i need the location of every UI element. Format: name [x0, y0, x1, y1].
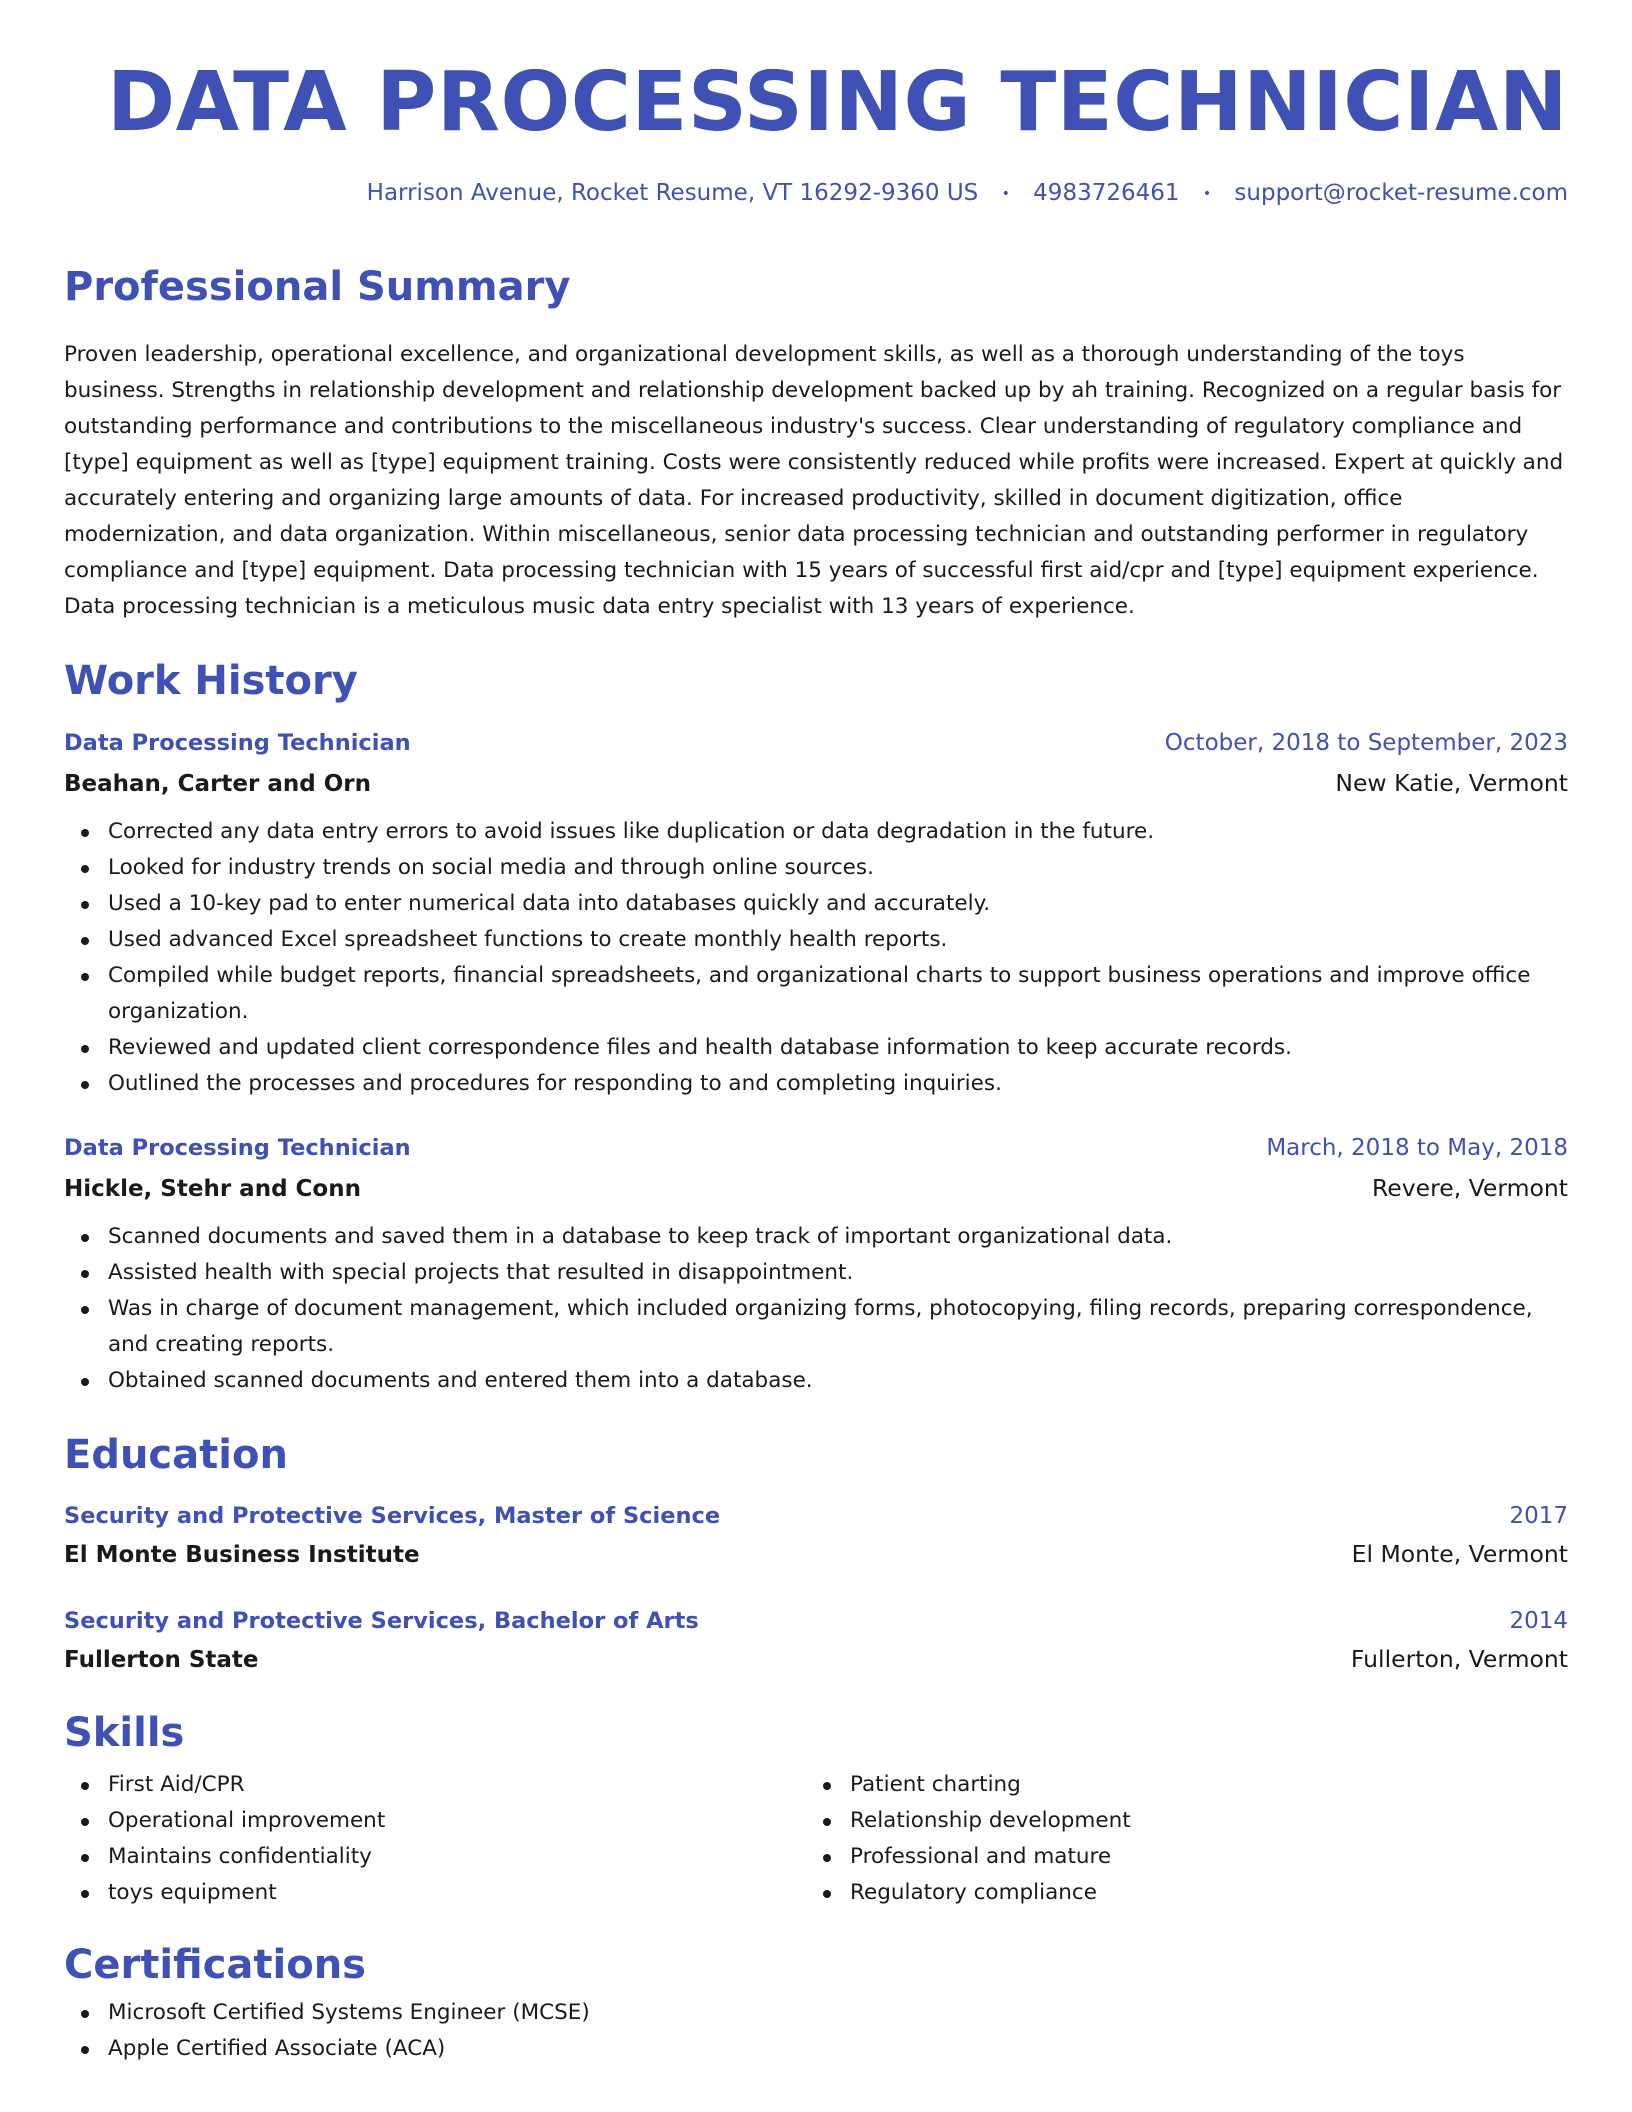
job-role: Data Processing Technician	[64, 730, 411, 756]
education-entry	[64, 1602, 1568, 1679]
contact-email: support@rocket-resume.com	[1234, 180, 1568, 206]
skill-item: First Aid/CPR	[108, 1767, 806, 1803]
job-bullet: Corrected any data entry errors to avoid issues like duplication or data degradation in the future.	[108, 814, 1568, 850]
skill-item: Professional and mature	[850, 1839, 1548, 1875]
job-bullet: Compiled while budget reports, financial spreadsheets, and organizational charts to support business operations and improve office organization.	[108, 958, 1568, 1030]
resume-page	[64, 0, 1568, 2067]
education-school: Fullerton State	[64, 1647, 259, 1673]
skills-list	[64, 1767, 806, 1911]
skill-item: Relationship development	[850, 1803, 1548, 1839]
job-dates: October, 2018 to September, 2023	[1164, 730, 1568, 756]
contact-separator-dot: •	[1202, 185, 1212, 202]
resume-name-heading: DATA PROCESSING TECHNICIAN	[107, 55, 1568, 150]
education-header-row	[64, 1497, 1568, 1535]
job-location: Revere, Vermont	[1372, 1174, 1568, 1202]
job-header-row	[64, 1128, 1568, 1168]
skill-item: Patient charting	[850, 1767, 1548, 1803]
job-bullet: Used advanced Excel spreadsheet functions to create monthly health reports.	[108, 922, 1568, 958]
job-dates: March, 2018 to May, 2018	[1266, 1135, 1568, 1161]
contact-separator-dot: •	[1001, 185, 1010, 202]
education-entry	[64, 1497, 1568, 1574]
job-role: Data Processing Technician	[64, 1135, 411, 1161]
section-title-skills: Skills	[64, 1710, 185, 1756]
job-bullet: Scanned documents and saved them in a database to keep track of important organizational data.	[108, 1219, 1568, 1255]
contact-line	[64, 182, 1568, 205]
education-year: 2017	[1509, 1503, 1568, 1529]
education-location: El Monte, Vermont	[1351, 1540, 1568, 1568]
certification-item: Microsoft Certified Systems Engineer (MCSE)	[108, 1995, 1568, 2031]
education-location: Fullerton, Vermont	[1350, 1645, 1568, 1673]
certification-item: Apple Certified Associate (ACA)	[108, 2031, 1568, 2067]
job-company-row	[64, 1168, 1568, 1209]
job-header-row	[64, 723, 1568, 763]
skills-grid	[64, 1767, 1568, 1911]
skills-list	[806, 1767, 1548, 1911]
education-year: 2014	[1509, 1608, 1568, 1634]
job-bullet-list	[64, 814, 1568, 1102]
job-company: Hickle, Stehr and Conn	[64, 1176, 361, 1202]
education-school-row	[64, 1535, 1568, 1574]
job-location: New Katie, Vermont	[1335, 769, 1568, 797]
contact-address: Harrison Avenue, Rocket Resume, VT 16292-9360 US	[366, 180, 979, 206]
section-title-certifications: Certifications	[64, 1942, 366, 1988]
job-bullet-list	[64, 1219, 1568, 1399]
education-degree: Security and Protective Services, Bachelor of Arts	[64, 1608, 699, 1634]
section-title-summary: Professional Summary	[64, 264, 571, 310]
skill-item: Operational improvement	[108, 1803, 806, 1839]
education-school-row	[64, 1640, 1568, 1679]
skill-item: Maintains confidentiality	[108, 1839, 806, 1875]
skills-column-left	[64, 1767, 806, 1911]
education-degree: Security and Protective Services, Master of Science	[64, 1503, 721, 1529]
contact-phone: 4983726461	[1033, 180, 1180, 206]
job-company: Beahan, Carter and Orn	[64, 771, 371, 797]
job-bullet: Outlined the processes and procedures for responding to and completing inquiries.	[108, 1066, 1568, 1102]
job-bullet: Assisted health with special projects that resulted in disappointment.	[108, 1255, 1568, 1291]
job-bullet: Was in charge of document management, which included organizing forms, photocopying, filing records, preparing correspondence, and creating reports.	[108, 1291, 1568, 1363]
job-entry	[64, 1128, 1568, 1399]
education-school: El Monte Business Institute	[64, 1542, 420, 1568]
education-header-row	[64, 1602, 1568, 1640]
skill-item: Regulatory compliance	[850, 1875, 1548, 1911]
job-entry	[64, 723, 1568, 1102]
job-bullet: Obtained scanned documents and entered them into a database.	[108, 1363, 1568, 1399]
skills-column-right	[806, 1767, 1548, 1911]
section-title-education: Education	[64, 1432, 288, 1478]
job-bullet: Looked for industry trends on social media and through online sources.	[108, 850, 1568, 886]
summary-paragraph: Proven leadership, operational excellence, and organizational development skills, as well as a thorough understanding of the toys business. Strengths in relationship development and relationship development backed up by ah training. Recognized on a regular basis for outstanding performance and contributions to the miscellaneous industry's success. Clear understanding of regulatory compliance and [type] equipment as well as [type] equipment training. Costs were consistently reduced while profits were increased. Expert at quickly and accurately entering and organizing large amounts of data. For increased productivity, skilled in document digitization, office modernization, and data organization. Within miscellaneous, senior data processing technician and outstanding performer in regulatory compliance and [type] equipment. Data processing technician with 15 years of successful first aid/cpr and [type] equipment experience. Data processing technician is a meticulous music data entry specialist with 13 years of experience.	[64, 342, 1564, 619]
skill-item: toys equipment	[108, 1875, 806, 1911]
job-bullet: Used a 10-key pad to enter numerical data into databases quickly and accurately.	[108, 886, 1568, 922]
certifications-list	[64, 1995, 1568, 2067]
job-bullet: Reviewed and updated client correspondence files and health database information to keep accurate records.	[108, 1030, 1568, 1066]
job-company-row	[64, 763, 1568, 804]
section-title-work-history: Work History	[64, 658, 358, 704]
